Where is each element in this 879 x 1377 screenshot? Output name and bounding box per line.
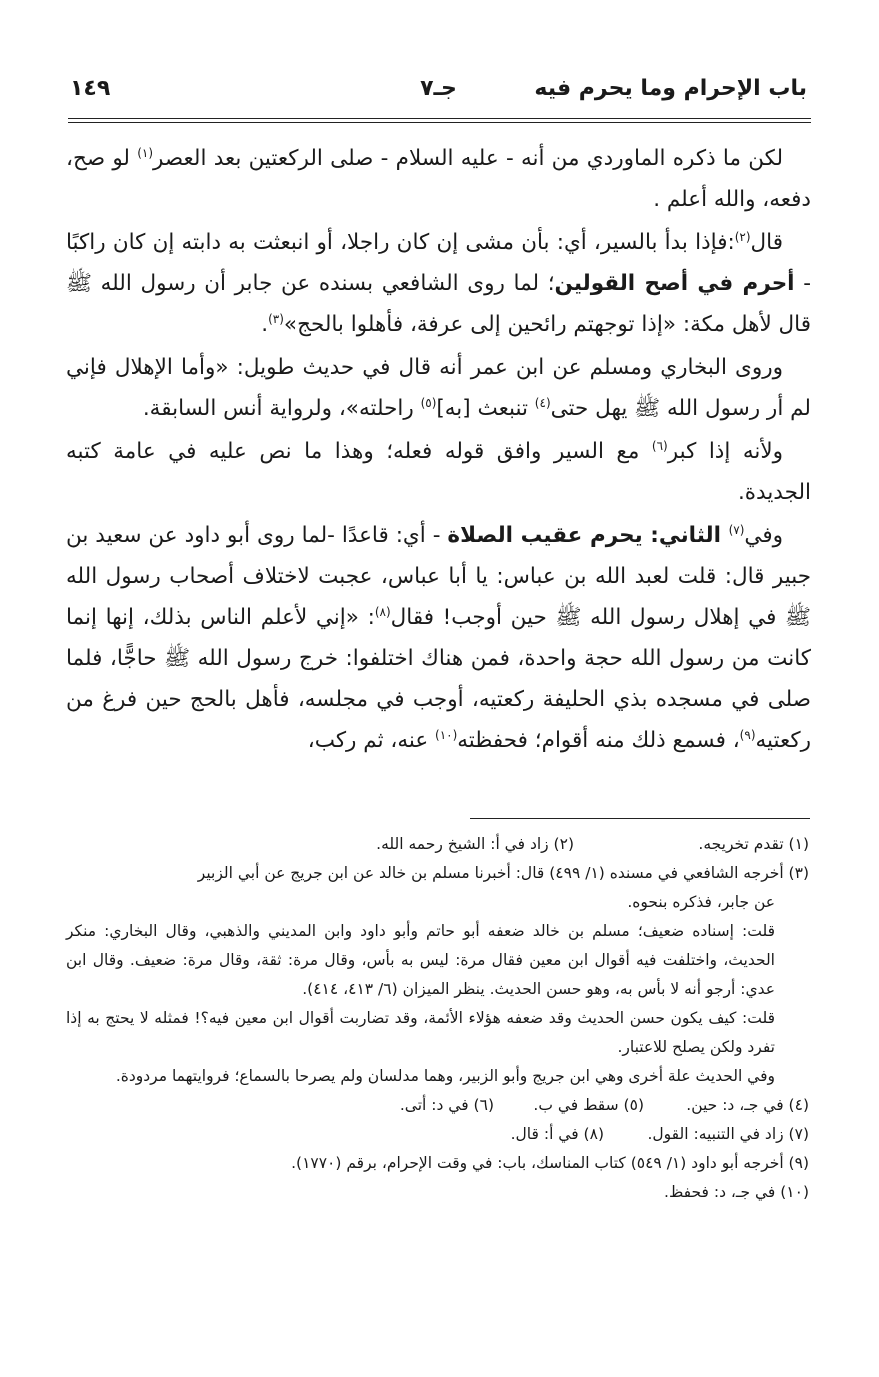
footnote-2: (٢) زاد في أ: الشيخ رحمه الله. xyxy=(376,835,574,853)
paragraph-2 xyxy=(66,222,811,345)
footnote-ref[interactable]: (١٠) xyxy=(435,727,458,742)
paragraph-5 xyxy=(66,515,811,761)
text-run: وفي xyxy=(744,523,783,548)
running-header xyxy=(70,76,807,112)
footnote-3-comment: وفي الحديث علة أخرى وهي ابن جريج وأبو الزبير، وهما مدلسان ولم يصرحا بالسماع؛ فروايتهما مردودة. xyxy=(115,1067,775,1085)
text-run: راحلته»، ولرواية أنس السابقة. xyxy=(142,396,421,421)
footnote-9: (٩) أخرجه أبو داود (١/ ٥٤٩) كتاب المناسك، باب: في وقت الإحرام، برقم (١٧٧٠). xyxy=(291,1154,809,1172)
footnote-ref[interactable]: (٥) xyxy=(420,395,437,410)
footnote-ref[interactable]: (٨) xyxy=(374,604,391,619)
footnote-8: (٨) في أ: قال. xyxy=(510,1125,604,1143)
paragraph-3 xyxy=(66,347,811,429)
footnote-7: (٧) زاد في التنبيه: القول. xyxy=(647,1125,809,1143)
footnote-1: (١) تقدم تخريجه. xyxy=(698,835,809,853)
text-run: ولأنه إذا كبر xyxy=(667,439,784,464)
footnote-row xyxy=(66,1120,809,1149)
footnote-ref[interactable]: (٣) xyxy=(268,311,284,326)
footnote-ref[interactable]: (٩) xyxy=(739,727,756,742)
footnote-ref[interactable]: (٤) xyxy=(534,395,551,410)
footnote-3-continuation: عن جابر، فذكره بنحوه. xyxy=(627,893,775,911)
header-rule xyxy=(68,118,811,119)
footnote-ref[interactable]: (٧) xyxy=(728,522,745,537)
text-run: . xyxy=(261,312,269,337)
text-run: تنبعث [به] xyxy=(436,396,535,421)
text-run: : «إني لأعلم الناس بذلك، إنها إنما كانت من رسول الله حجة واحدة، فمن هناك اختلفوا: خرج رسول الله ﷺ حاجًّا، فلما صلى في مسجده بذي الحليفة ركعتيه، أوجب في مجلسه، فأهل بالحج حين فرغ من ركعتيه xyxy=(66,605,811,753)
footnote-3-comment: قلت: إسناده ضعيف؛ مسلم بن خالد ضعفه أبو حاتم وأبو داود وابن المديني والذهبي، وقال البخاري: منكر الحديث، واختلفت فيه أقوال ابن معين فقال مرة: ليس به بأس، وقال مرة: ثقة، وقال مرة: ضعيف. وقال ابن عدي: أرجو أنه لا بأس به، وهو حسن الحديث. ينظر الميزان (٦/ ٤١٣، ٤١٤). xyxy=(66,922,775,998)
footnote-separator xyxy=(470,818,810,819)
footnote-3-comment: قلت: كيف يكون حسن الحديث وقد ضعفه هؤلاء الأئمة، وقد تضاربت أقوال ابن معين فيه؟! فمثله لا يحتج به إذا تفرد ولكن يصلح للاعتبار. xyxy=(66,1009,775,1056)
footnotes xyxy=(66,830,809,1207)
text-run: ؛ لما روى الشافعي بسنده عن جابر أن رسول الله ﷺ قال لأهل مكة: «إذا توجهتم رائحين إلى عرفة، فأهلوا بالحج» xyxy=(66,271,811,337)
bold-text-run: أحرم في أصح القولين xyxy=(554,271,795,296)
footnote-ref[interactable]: (٢) xyxy=(734,229,751,244)
volume-label: جـ٧ xyxy=(420,76,457,101)
paragraph-4 xyxy=(66,431,811,513)
paragraph-1 xyxy=(66,138,811,220)
footnote-5: (٥) سقط في ب. xyxy=(533,1096,644,1114)
footnote-ref[interactable]: (١) xyxy=(137,145,154,160)
footnote-row xyxy=(66,1091,809,1120)
footnote-3: (٣) أخرجه الشافعي في مسنده (١/ ٤٩٩) قال: أخبرنا مسلم بن خالد عن ابن جريج عن أبي الزبير xyxy=(197,864,809,882)
bold-text-run: الثاني: يحرم عقيب الصلاة xyxy=(447,523,729,548)
text-run: لكن ما ذكره الماوردي من أنه - عليه السلام - صلى الركعتين بعد العصر xyxy=(153,146,783,171)
text-run: مع السير وافق قوله فعله؛ وهذا ما نص عليه في عامة كتبه الجديدة. xyxy=(66,439,811,505)
text-run: وروى البخاري ومسلم عن ابن عمر أنه قال في حديث طويل: «وأما الإهلال فإني لم أر رسول الله ﷺ يهل حتى xyxy=(66,355,811,421)
footnote-ref[interactable]: (٦) xyxy=(651,438,668,453)
text-run: :فإذا بدأ بالسير، أي: بأن مشى إن كان راجلا، أو انبعثت به دابته إن كان راكبًا - xyxy=(66,230,811,296)
text-run: عنه، ثم ركب، xyxy=(307,728,436,753)
text-run: قال xyxy=(750,230,783,255)
footnote-10: (١٠) في جـ، د: فحفظ. xyxy=(664,1183,809,1201)
text-run: ، فسمع ذلك منه أقوام؛ فحفظته xyxy=(457,728,740,753)
footnote-row xyxy=(66,830,809,859)
text-run: - أي: قاعدًا -لما روى أبو داود عن سعيد بن جبير قال: قلت لعبد الله بن عباس: يا أبا عباس، عجبت لاختلاف أصحاب رسول الله ﷺ في إهلال رسول الله ﷺ حين أوجب! فقال xyxy=(66,523,812,630)
footnote-4: (٤) في جـ، د: حين. xyxy=(686,1096,809,1114)
footnote-6: (٦) في د: أتى. xyxy=(399,1096,494,1114)
main-text xyxy=(66,138,811,763)
text-run: لو صح، دفعه، والله أعلم . xyxy=(66,146,811,212)
section-title: باب الإحرام وما يحرم فيه xyxy=(534,76,807,101)
page-number: ١٤٩ xyxy=(70,76,111,101)
header-rule-thin xyxy=(68,122,811,123)
